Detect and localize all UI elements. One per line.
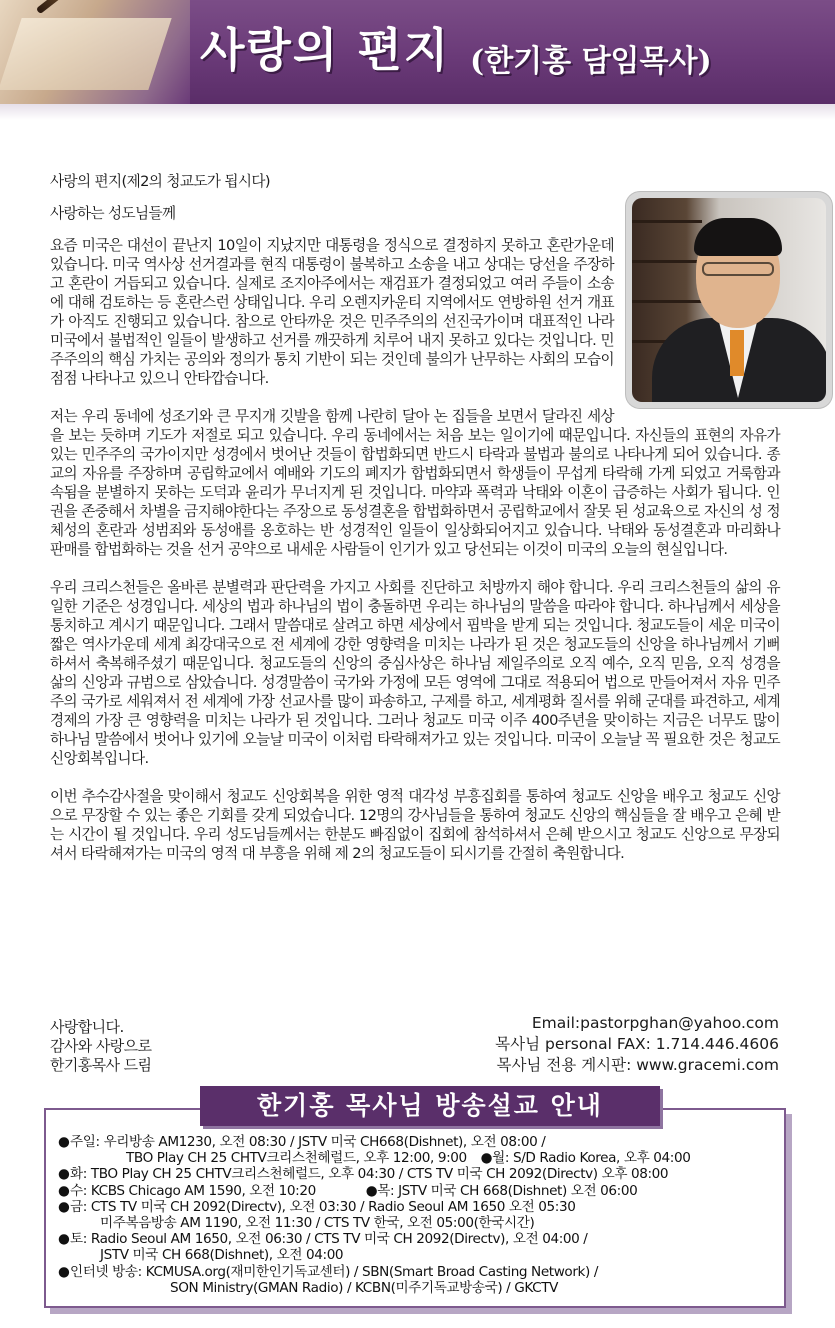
contact-email[interactable]: Email:pastorpghan@yahoo.com (531, 1014, 779, 1032)
schedule-day: 토: (70, 1231, 87, 1248)
letter-paragraph: 이번 추수감사절을 맞이해서 청교도 신앙회복을 위한 영적 대각성 부흥집회를 통하여 청교도 신앙을 배우고 청교도 신앙으로 무장할 수 있는 좋은 기회를 갖게 되었습니다. 12명의 강사님들을 통하여 청교도 신앙의 핵심들을 잘 배우고 은혜 받는 시간이 될 것입니다. 우리 성도님들께서는 한분도 빠짐없이 집회에 참석하셔서 은혜 받으시고 청교도 신앙으로 무장되셔서 타락해져가는 미국의 영적 대 부흥을 위해 제 2의 청교도들이 되시기를 간절히 축원합니다. (50, 788, 780, 862)
broadcast-title: 한기홍 목사님 방송설교 안내 (200, 1086, 660, 1126)
bullet-icon: ● (58, 1134, 70, 1150)
schedule-item-saturday (58, 1231, 788, 1263)
pen-icon (36, 0, 95, 14)
header-divider (0, 104, 835, 120)
schedule-item-tuesday (58, 1166, 788, 1182)
schedule-day: 인터넷 방송: (70, 1263, 142, 1280)
schedule-item-sunday (58, 1134, 788, 1166)
schedule-text: 우리방송 AM1230, 오전 08:30 / JSTV 미국 CH668(Dishnet), 오전 08:00 / (103, 1134, 546, 1150)
letter-paragraph: 우리 크리스천들은 올바른 분별력과 판단력을 가지고 사회를 진단하고 처방까지 해야 합니다. 우리 크리스천들의 삶의 유일한 기준은 성경입니다. 세상의 법과 하나님의 법이 충돌하면 우리는 하나님의 말씀을 따라야 합니다. 하나님께서 세상을 통치하고 계시기 때문입니다. 그래서 말씀대로 살려고 하면 세상에서 핍박을 받게 되는 것입니다. 청교도들이 세운 미국이 짧은 역사가운데 세계 최강대국으로 전 세계에 강한 영향력을 미치는 나라가 된 것은 청교도들의 신앙을 하나님께서 기뻐하셔서 축복해주셨기 때문입니다. 청교도들의 신앙의 중심사상은 하나님 제일주의로 오직 예수, 오직 믿음, 오직 성경을 삶의 신앙과 규범으로 삼았습니다. 성경말씀이 국가와 가정에 모든 영역에 그대로 적용되어 법으로 만들어져서 자유 민주주의 국가로 세워져서 전 세계에 가장 선교사를 많이 파송하고, 구제를 하고, 세계평화 질서를 위해 군대를 파견하고, 세계 경제의 가장 큰 영향력을 미치는 나라가 된 것입니다. 그러나 청교도 미국 이주 400주년을 맞이하는 지금은 너무도 많이 하나님 말씀에서 벗어나 있기에 오늘날 미국이 이처럼 타락해져가고 있는 것입니다. 미국이 오늘날 꼭 필요한 것은 청교도 신앙회복입니다. (50, 579, 780, 767)
schedule-text: JSTV 미국 CH 668(Dishnet) 오전 06:00 (398, 1182, 638, 1199)
signoff-line: 감사와 사랑으로 (50, 1037, 152, 1055)
schedule-text: KCMUSA.org(재미한인기독교센터) / SBN(Smart Broad Casting Network) / (145, 1263, 599, 1280)
schedule-text: JSTV 미국 CH 668(Dishnet), 오전 04:00 (100, 1247, 344, 1264)
schedule-text: 미주복음방송 AM 1190, 오전 11:30 / CTS TV 한국, 오전 05:00(한국시간) (100, 1215, 535, 1232)
letter-paragraph: 저는 우리 동네에 성조기와 큰 무지개 깃발을 함께 나란히 달아 논 집들을 보면서 달라진 세상을 보는 듯하며 기도가 저절로 되고 있습니다. 우리 동네에서는 처음 보는 일이기에 때문입니다. 자신들의 표현의 자유가 있는 민주주의 국가이지만 성경에서 벗어난 것들이 합법화되면 반드시 타락과 불법과 불의로 나타나게 되어 있습니다. 종교의 자유를 주장하며 공립학교에서 예배와 기도의 폐지가 합법화되면서 학생들이 무섭게 타락해 가게 되었고 거룩함과 속됨을 분별하지 못하는 도덕과 윤리가 무너지게 된 것입니다. 마약과 폭력과 낙태와 이혼이 급증하는 사회가 됩니다. 인권을 존중해서 차별을 금지해야한다는 주장으로 동성결혼을 합법화하면서 공립학교에서 잘못 된 성교육으로 자신의 성 정체성의 혼란과 성범죄와 동성애를 옹호하는 반 성경적인 일들이 일상화되어지고 있습니다. 낙태와 동성결혼과 마리화나 판매를 합법화하는 것을 선거 공약으로 내세운 사람들이 인기가 있고 당선되는 이것이 미국의 오늘의 현실입니다. (50, 408, 780, 558)
letter-heading: 사랑의 편지(제2의 청교도가 됩시다) (50, 173, 270, 190)
schedule-text: S/D Radio Korea, 오후 04:00 (512, 1150, 691, 1167)
bullet-icon: ● (365, 1182, 378, 1199)
bullet-icon: ● (58, 1198, 70, 1215)
contact-info (495, 1013, 779, 1076)
schedule-day: 월: (492, 1150, 510, 1167)
header-banner (0, 0, 835, 104)
broadcast-schedule (58, 1134, 788, 1296)
paper-graphic (0, 18, 172, 90)
page-subtitle: (한기홍 담임목사) (470, 44, 712, 79)
schedule-day: 금: (70, 1198, 87, 1215)
contact-board[interactable]: 목사님 전용 게시판: www.gracemi.com (496, 1056, 779, 1074)
pastor-portrait (626, 192, 832, 408)
schedule-text: TBO Play CH 25 CHTV크리스천헤럴드, 오후 04:30 / CTS TV 미국 CH 2092(Directv) 오후 08:00 (90, 1166, 669, 1183)
letter-signoff (50, 1018, 151, 1075)
bullet-icon: ● (480, 1150, 493, 1167)
contact-fax: 목사님 personal FAX: 1.714.446.4606 (495, 1035, 779, 1053)
schedule-text: KCBS Chicago AM 1590, 오전 10:20 (90, 1182, 316, 1199)
letter-body (50, 172, 780, 882)
bullet-icon: ● (58, 1166, 70, 1183)
schedule-day: 주일: (70, 1134, 100, 1150)
schedule-day: 수: (70, 1182, 87, 1199)
schedule-day: 화: (70, 1166, 87, 1183)
schedule-day: 목: (377, 1182, 395, 1199)
letter-paragraph: 요즘 미국은 대선이 끝난지 10일이 지났지만 대통령을 정식으로 결정하지 못하고 혼란가운데 있습니다. 미국 역사상 선거결과를 현직 대통령이 불복하고 소송을 내고 상대는 당선을 주장하고 혼란이 거듭되고 있습니다. 실제로 조지아주에서는 재검표가 결정되었고 여러 주들이 소송에 대해 검토하는 등 혼란스런 상태입니다. 우리 오렌지카운티 지역에서도 연방하원 선거 개표가 아직도 진행되고 있습니다. 참으로 안타까운 것은 민주주의의 선진국가이며 대표적인 나라 미국에서 불법적인 일들이 발생하고 선거를 깨끗하게 치루어 내지 못하고 있다는 것입니다. 민주주의의 핵심 가치는 공의와 정의가 통치 기반이 되는 것인데 불의가 난무하는 사회의 모습이 점점 나타나고 있으니 안타깝습니다. (50, 237, 614, 387)
signoff-line: 사랑합니다. (50, 1018, 124, 1036)
signoff-line: 한기홍목사 드림 (50, 1056, 152, 1074)
bullet-icon: ● (58, 1231, 70, 1248)
bullet-icon: ● (58, 1263, 70, 1280)
schedule-item-internet (58, 1264, 788, 1296)
schedule-item-wednesday (58, 1183, 788, 1199)
schedule-text: CTS TV 미국 CH 2092(Directv), 오전 03:30 / Radio Seoul AM 1650 오전 05:30 (90, 1198, 576, 1215)
banner-pen-image (0, 0, 190, 104)
schedule-text: TBO Play CH 25 CHTV크리스천헤럴드, 오후 12:00, 9:00 (126, 1150, 467, 1167)
schedule-text: SON Ministry(GMAN Radio) / KCBN(미주기독교방송국) / GKCTV (170, 1279, 559, 1296)
schedule-item-friday (58, 1199, 788, 1231)
bullet-icon: ● (58, 1182, 70, 1199)
schedule-text: Radio Seoul AM 1650, 오전 06:30 / CTS TV 미국 CH 2092(Directv), 오전 04:00 / (90, 1231, 588, 1248)
letter-greeting: 사랑하는 성도님들께 (50, 205, 176, 222)
page-title: 사랑의 편지 (200, 23, 451, 77)
